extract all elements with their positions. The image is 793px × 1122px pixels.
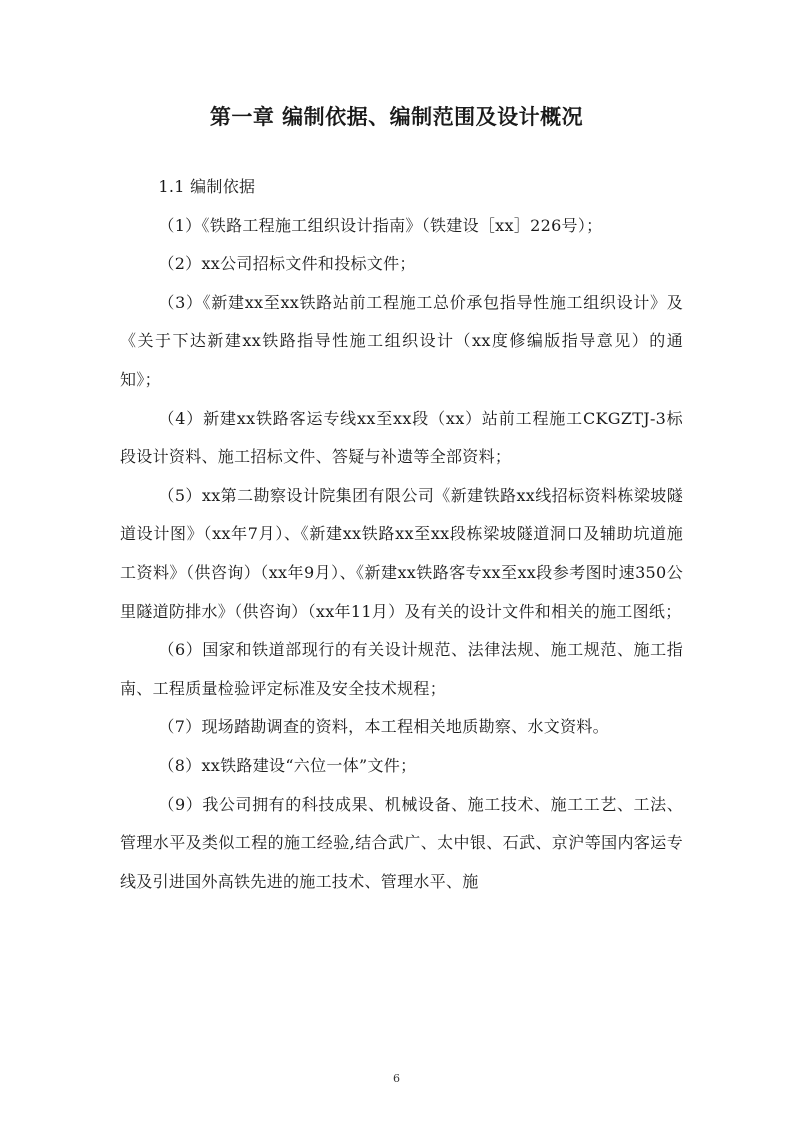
section-heading: 1.1 编制依据: [158, 177, 256, 196]
paragraph-7: （7）现场踏勘调查的资料，本工程相关地质勘察、水文资料。: [158, 717, 609, 737]
paragraph-9: （9）我公司拥有的科技成果、机械设备、施工技术、施工工艺、工法、管理水平及类似工程的施工经验,结合武广、太中银、石武、京沪等国内客运专线及引进国外高铁先进的施工技术、管理水平、施: [120, 794, 683, 891]
paragraph-3: （3）《新建xx至xx铁路站前工程施工总价承包指导性施工组织设计》及《关于下达新建xx铁路指导性施工组织设计（xx度修编版指导意见）的通知》；: [120, 292, 683, 389]
paragraph-8: （8）xx铁路建设“六位一体”文件；: [158, 755, 417, 775]
paragraph-1: （1）《铁路工程施工组织设计指南》（铁建设［xx］226号）；: [158, 215, 603, 235]
document-body: [120, 168, 683, 901]
paragraph-4: （4）新建xx铁路客运专线xx至xx段（xx）站前工程施工CKGZTJ-3标段设计资料、施工招标文件、答疑与补遗等全部资料；: [120, 408, 683, 467]
paragraph-5: （5）xx第二勘察设计院集团有限公司《新建铁路xx线招标资料栋梁坡隧道设计图》（xx年7月）、《新建xx铁路xx至xx段栋梁坡隧道洞口及辅助坑道施工资料》（供咨询）（xx年9月）、《新建xx铁路客专xx至xx段参考图时速350公里隧道防排水》（供咨询）（xx年11月）及有关的设计文件和相关的施工图纸；: [120, 485, 683, 621]
chapter-title: 第一章 编制依据、编制范围及设计概况: [209, 105, 584, 129]
paragraph-2: （2）xx公司招标文件和投标文件；: [158, 254, 416, 274]
page-number: 6: [393, 1072, 400, 1085]
paragraph-6: （6）国家和铁道部现行的有关设计规范、法律法规、施工规范、施工指南、工程质量检验评定标准及安全技术规程；: [120, 640, 683, 698]
